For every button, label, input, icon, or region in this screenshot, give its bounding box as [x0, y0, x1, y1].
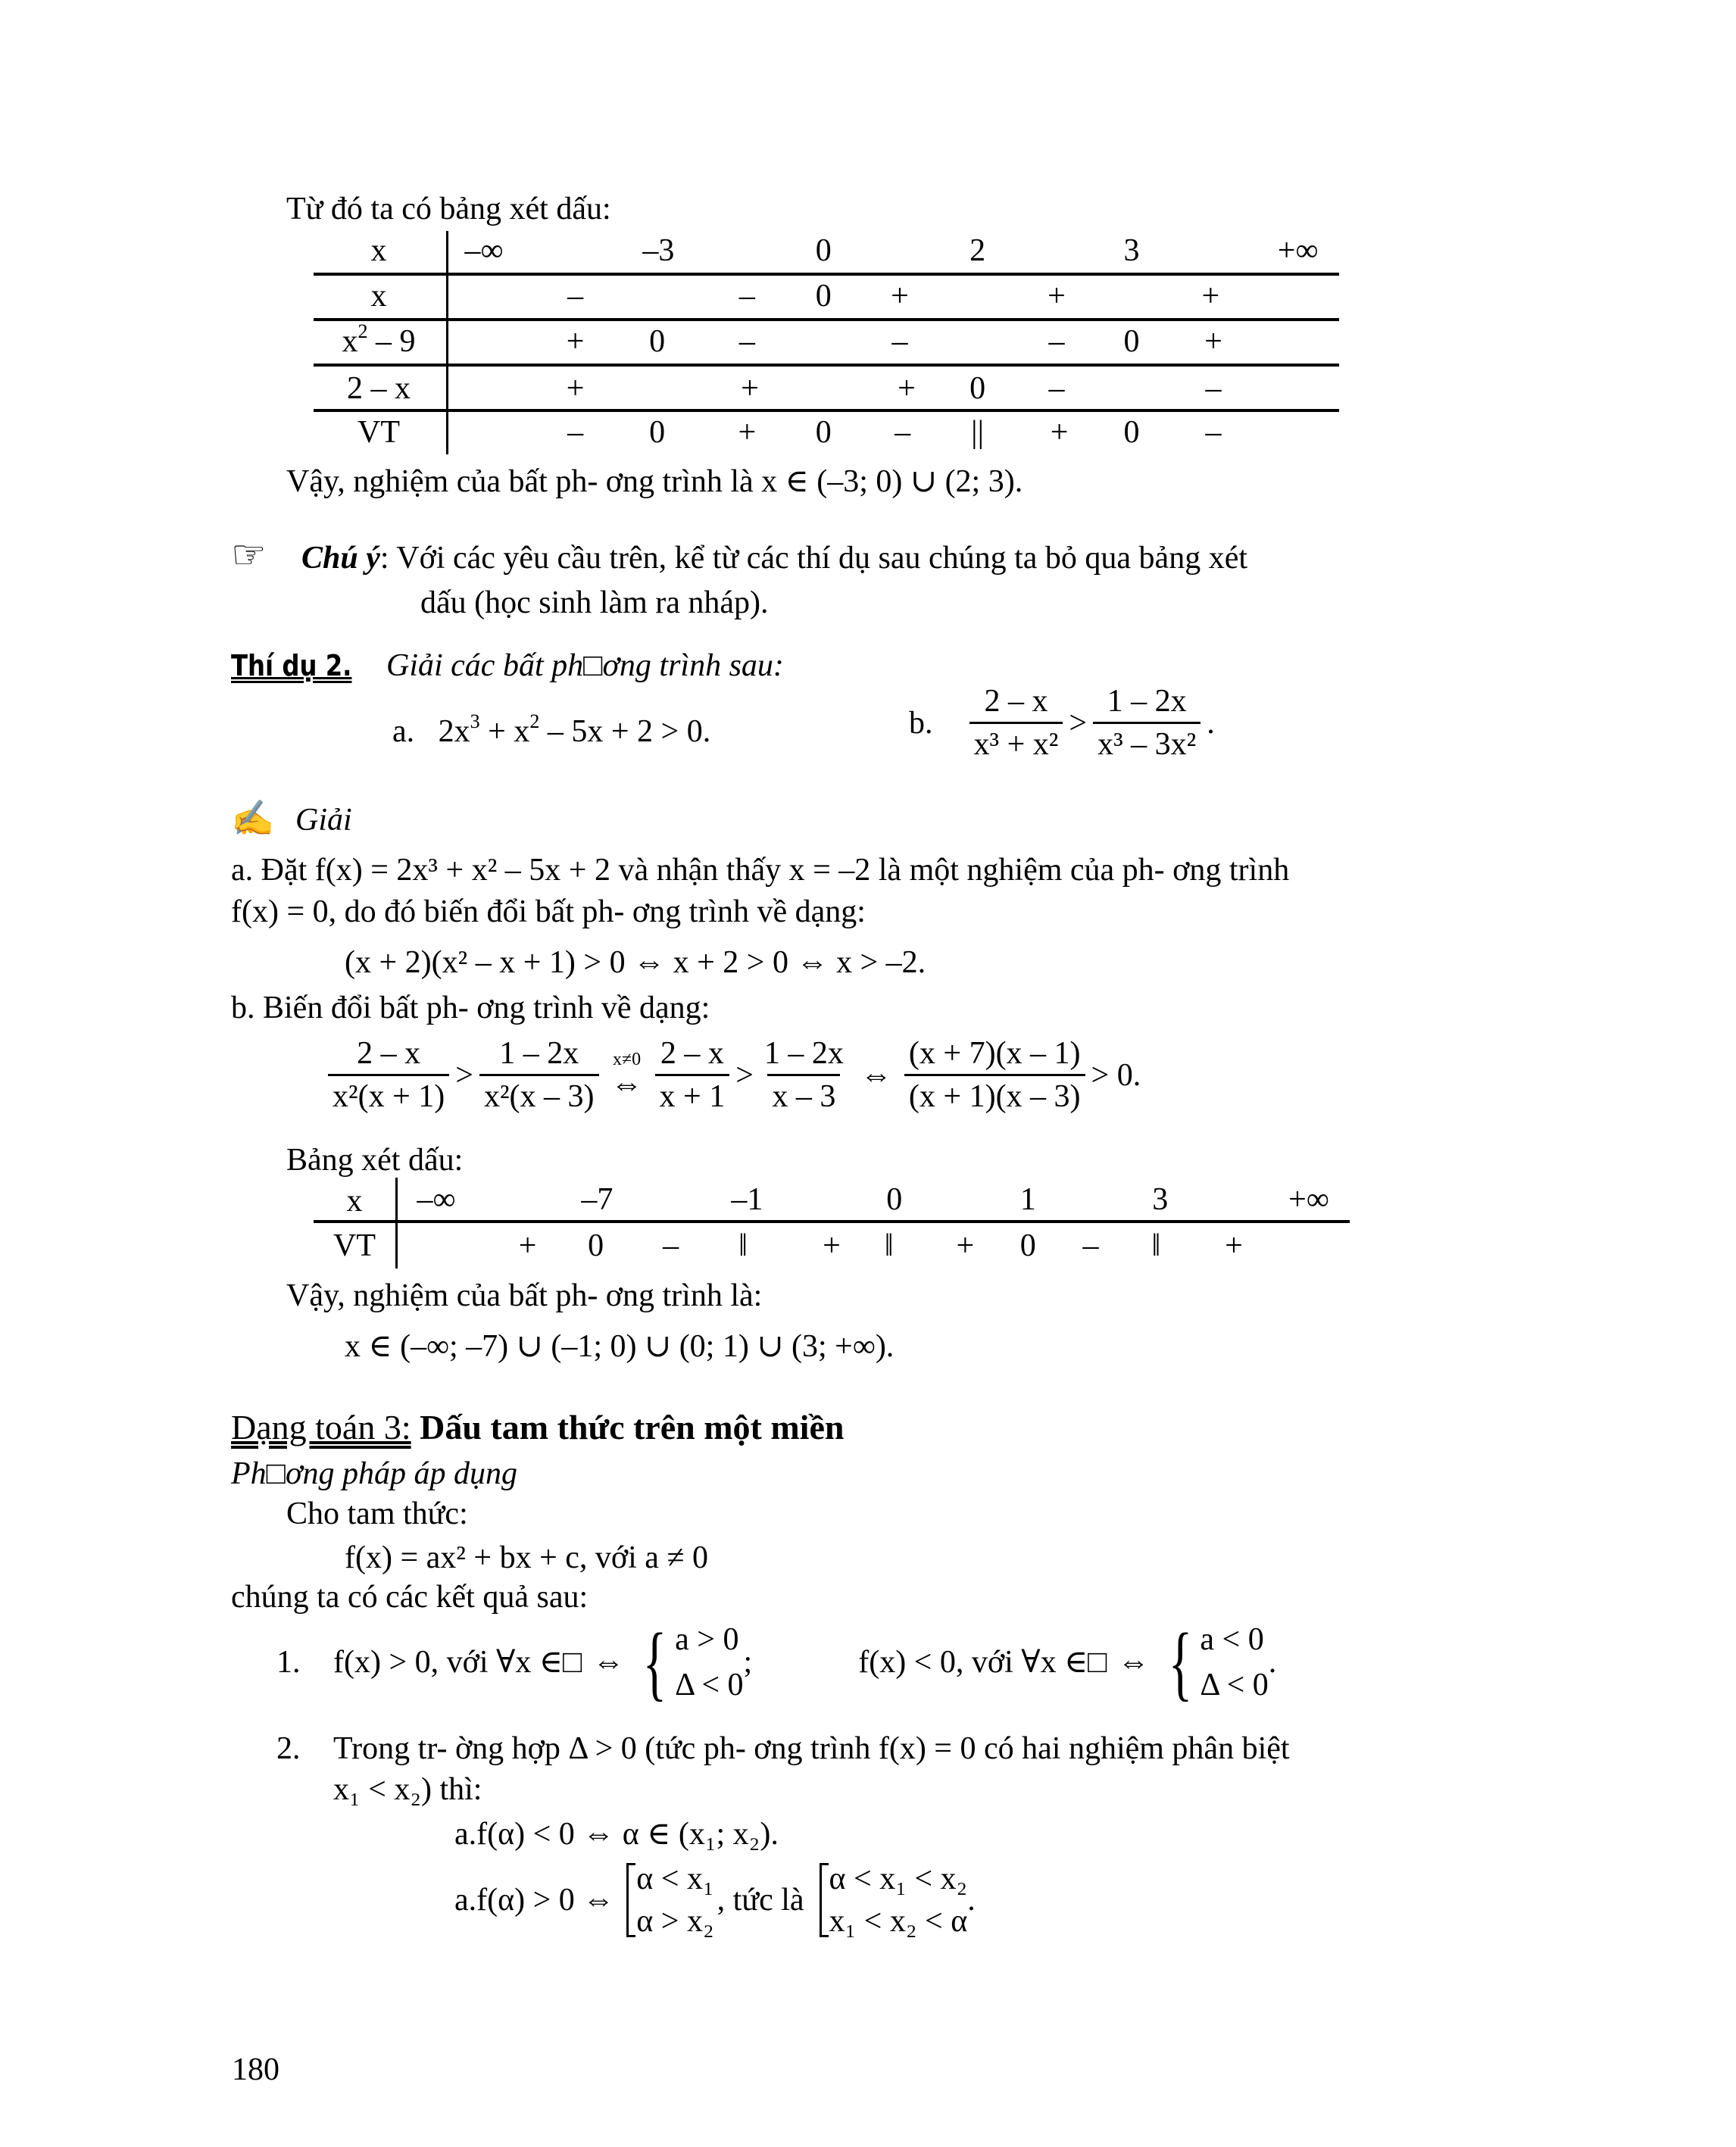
table2-intro: Bảng xét dấu: [286, 1143, 464, 1178]
given-text: Cho tam thức: [286, 1496, 468, 1531]
header-value: –7 [581, 1182, 614, 1217]
transform-equation: $\frac{2 - x}{\text{x²(x + 1)}}$ > $\frac{1 - 2x}{\text{x²(x – 3)}}$ x≠0 ⇔ $\frac{2 - x}{x + 1}$ > $\frac{1 - 2x}{x - 3}$ ⇔ $\frac{(x + 7)(x - 1)}{(x + 1)(x - 3)}$ > 0. [322, 1038, 1141, 1113]
case-negative: a.f(α) < 0 ⇔ α ∈ (x₁; x₂). [454, 1817, 779, 1852]
sign-mark: – [895, 415, 911, 450]
sign-mark: – [567, 279, 584, 314]
sign-mark: – [1205, 415, 1222, 450]
result-item-2-line1: Trong tr- ờng hợp Δ > 0 (tức ph- ơng trình f(x) = 0 có hai nghiệm phân biệt [333, 1731, 1290, 1766]
sign-mark: + [1204, 324, 1222, 359]
undefined-mark: ‖ [884, 1228, 894, 1263]
header-value: 2 [969, 233, 986, 268]
sign-mark: + [738, 415, 757, 450]
header-value: 3 [1152, 1182, 1169, 1217]
sign-mark: – [1082, 1228, 1099, 1263]
sign-mark: + [823, 1228, 841, 1263]
page-number: 180 [232, 2052, 279, 2087]
sign-mark: + [741, 371, 759, 406]
writing-hand-icon: ✍ [231, 799, 275, 838]
sign-mark: + [956, 1228, 975, 1263]
sign-mark: – [1205, 371, 1222, 406]
sign-mark: – [567, 415, 584, 450]
sign-mark: – [1048, 371, 1065, 406]
case-positive: a.f(α) > 0 ⇔ α < x₁ α > x₂ , tức là α < x₁ < x₂ x₁ < x₂ < α . [454, 1861, 976, 1939]
answer-2: x ∈ (–∞; –7) ∪ (–1; 0) ∪ (0; 1) ∪ (3; +∞). [345, 1329, 895, 1364]
zero-mark: 0 [649, 415, 666, 450]
conclusion-2: Vậy, nghiệm của bất ph- ơng trình là: [286, 1278, 763, 1313]
header-label: x [370, 233, 387, 268]
header-label: x [346, 1184, 363, 1219]
row-label: VT [333, 1228, 376, 1263]
sign-mark: + [566, 371, 585, 406]
solution-a-line3: (x + 2)(x² – x + 1) > 0 ⇔ x + 2 > 0 ⇔ x > –2. [345, 945, 926, 980]
zero-mark: 0 [1123, 415, 1140, 450]
note-line-1: Chú ý: Với các yêu cầu trên, kể từ các thí dụ sau chúng ta bỏ qua bảng xét [301, 541, 1248, 576]
example-b: b. $\frac{2 - x}{\text{x³ + x²}}$ > $\frac{1 - 2x}{\text{x³ – 3x²}}$ . [909, 684, 1215, 762]
example-prompt: Giải các bất ph□ơng trình sau: [386, 648, 784, 683]
formula: f(x) = ax² + bx + c, với a ≠ 0 [345, 1540, 708, 1575]
sign-mark: + [1050, 415, 1069, 450]
zero-mark: 0 [969, 371, 986, 406]
row-label: x [370, 279, 387, 314]
sign-mark: – [1048, 324, 1065, 359]
pointing-hand-icon: ☞ [231, 534, 267, 577]
header-value: –∞ [464, 233, 504, 268]
zero-mark: 0 [649, 324, 666, 359]
zero-mark: 0 [1123, 324, 1140, 359]
sign-mark: + [891, 279, 909, 314]
table-rule [314, 1220, 1350, 1223]
result-item-1: 1. f(x) > 0, với ∀x ∈□ ⇔ { a > 0 Δ < 0 ; f(x) < 0, với ∀x ∈□ ⇔ { a < 0 Δ < 0 . [276, 1616, 1277, 1709]
sign-mark: + [898, 371, 916, 406]
sign-mark: + [566, 324, 585, 359]
row-label: 2 – x [347, 371, 411, 406]
header-value: 3 [1123, 233, 1140, 268]
zero-mark: 0 [815, 279, 832, 314]
undefined-mark: || [971, 415, 985, 450]
header-value: +∞ [1277, 233, 1319, 268]
sign-mark: – [891, 324, 908, 359]
table-divider [395, 1178, 398, 1269]
zero-mark: 0 [815, 415, 832, 450]
section-heading: Dạng toán 3: Dấu tam thức trên một miền [231, 1408, 845, 1446]
solution-title: Giải [295, 803, 352, 838]
header-value: 1 [1019, 1182, 1036, 1217]
sign-mark: + [1225, 1228, 1243, 1263]
zero-mark: 0 [1019, 1228, 1036, 1263]
row-label: VT [358, 415, 400, 450]
header-value: 0 [815, 233, 832, 268]
note-line-2: dấu (học sinh làm ra nháp). [420, 585, 769, 620]
solution-b-line1: b. Biến đổi bất ph- ơng trình về dạng: [231, 991, 710, 1025]
undefined-mark: ‖ [1151, 1228, 1161, 1263]
results-intro: chúng ta có các kết quả sau: [231, 1580, 589, 1615]
header-value: +∞ [1288, 1182, 1329, 1217]
result-item-2-num: 2. [276, 1731, 301, 1766]
solution-a-line1: a. Đặt f(x) = 2x³ + x² – 5x + 2 và nhận thấy x = –2 là một nghiệm của ph- ơng trình [231, 853, 1290, 888]
zero-mark: 0 [588, 1228, 604, 1263]
sign-mark: – [738, 279, 755, 314]
sign-mark: – [738, 324, 755, 359]
sign-mark: + [1201, 279, 1220, 314]
conclusion-1: Vậy, nghiệm của bất ph- ơng trình là x ∈ (–3; 0) ∪ (2; 3). [286, 464, 1023, 499]
header-value: 0 [886, 1182, 903, 1217]
example-heading: Thí dụ 2. [231, 649, 352, 682]
row-label: $x^2 - 9$ [342, 320, 416, 359]
sign-mark: – [663, 1228, 679, 1263]
sign-mark: + [518, 1228, 537, 1263]
header-value: –1 [731, 1182, 763, 1217]
header-value: –3 [642, 233, 675, 268]
method-subtitle: Ph□ơng pháp áp dụng [231, 1456, 517, 1491]
example-a: a. $2x^3 + x^2 - 5x + 2 > 0$. [392, 710, 711, 749]
header-value: –∞ [417, 1182, 456, 1217]
result-item-2-line2: x₁ < x₂) thì: [333, 1772, 482, 1807]
sign-mark: + [1048, 279, 1066, 314]
intro-text: Từ đó ta có bảng xét dấu: [286, 192, 611, 226]
solution-a-line2: f(x) = 0, do đó biến đổi bất ph- ơng trình về dạng: [231, 894, 866, 929]
undefined-mark: ‖ [738, 1228, 748, 1263]
